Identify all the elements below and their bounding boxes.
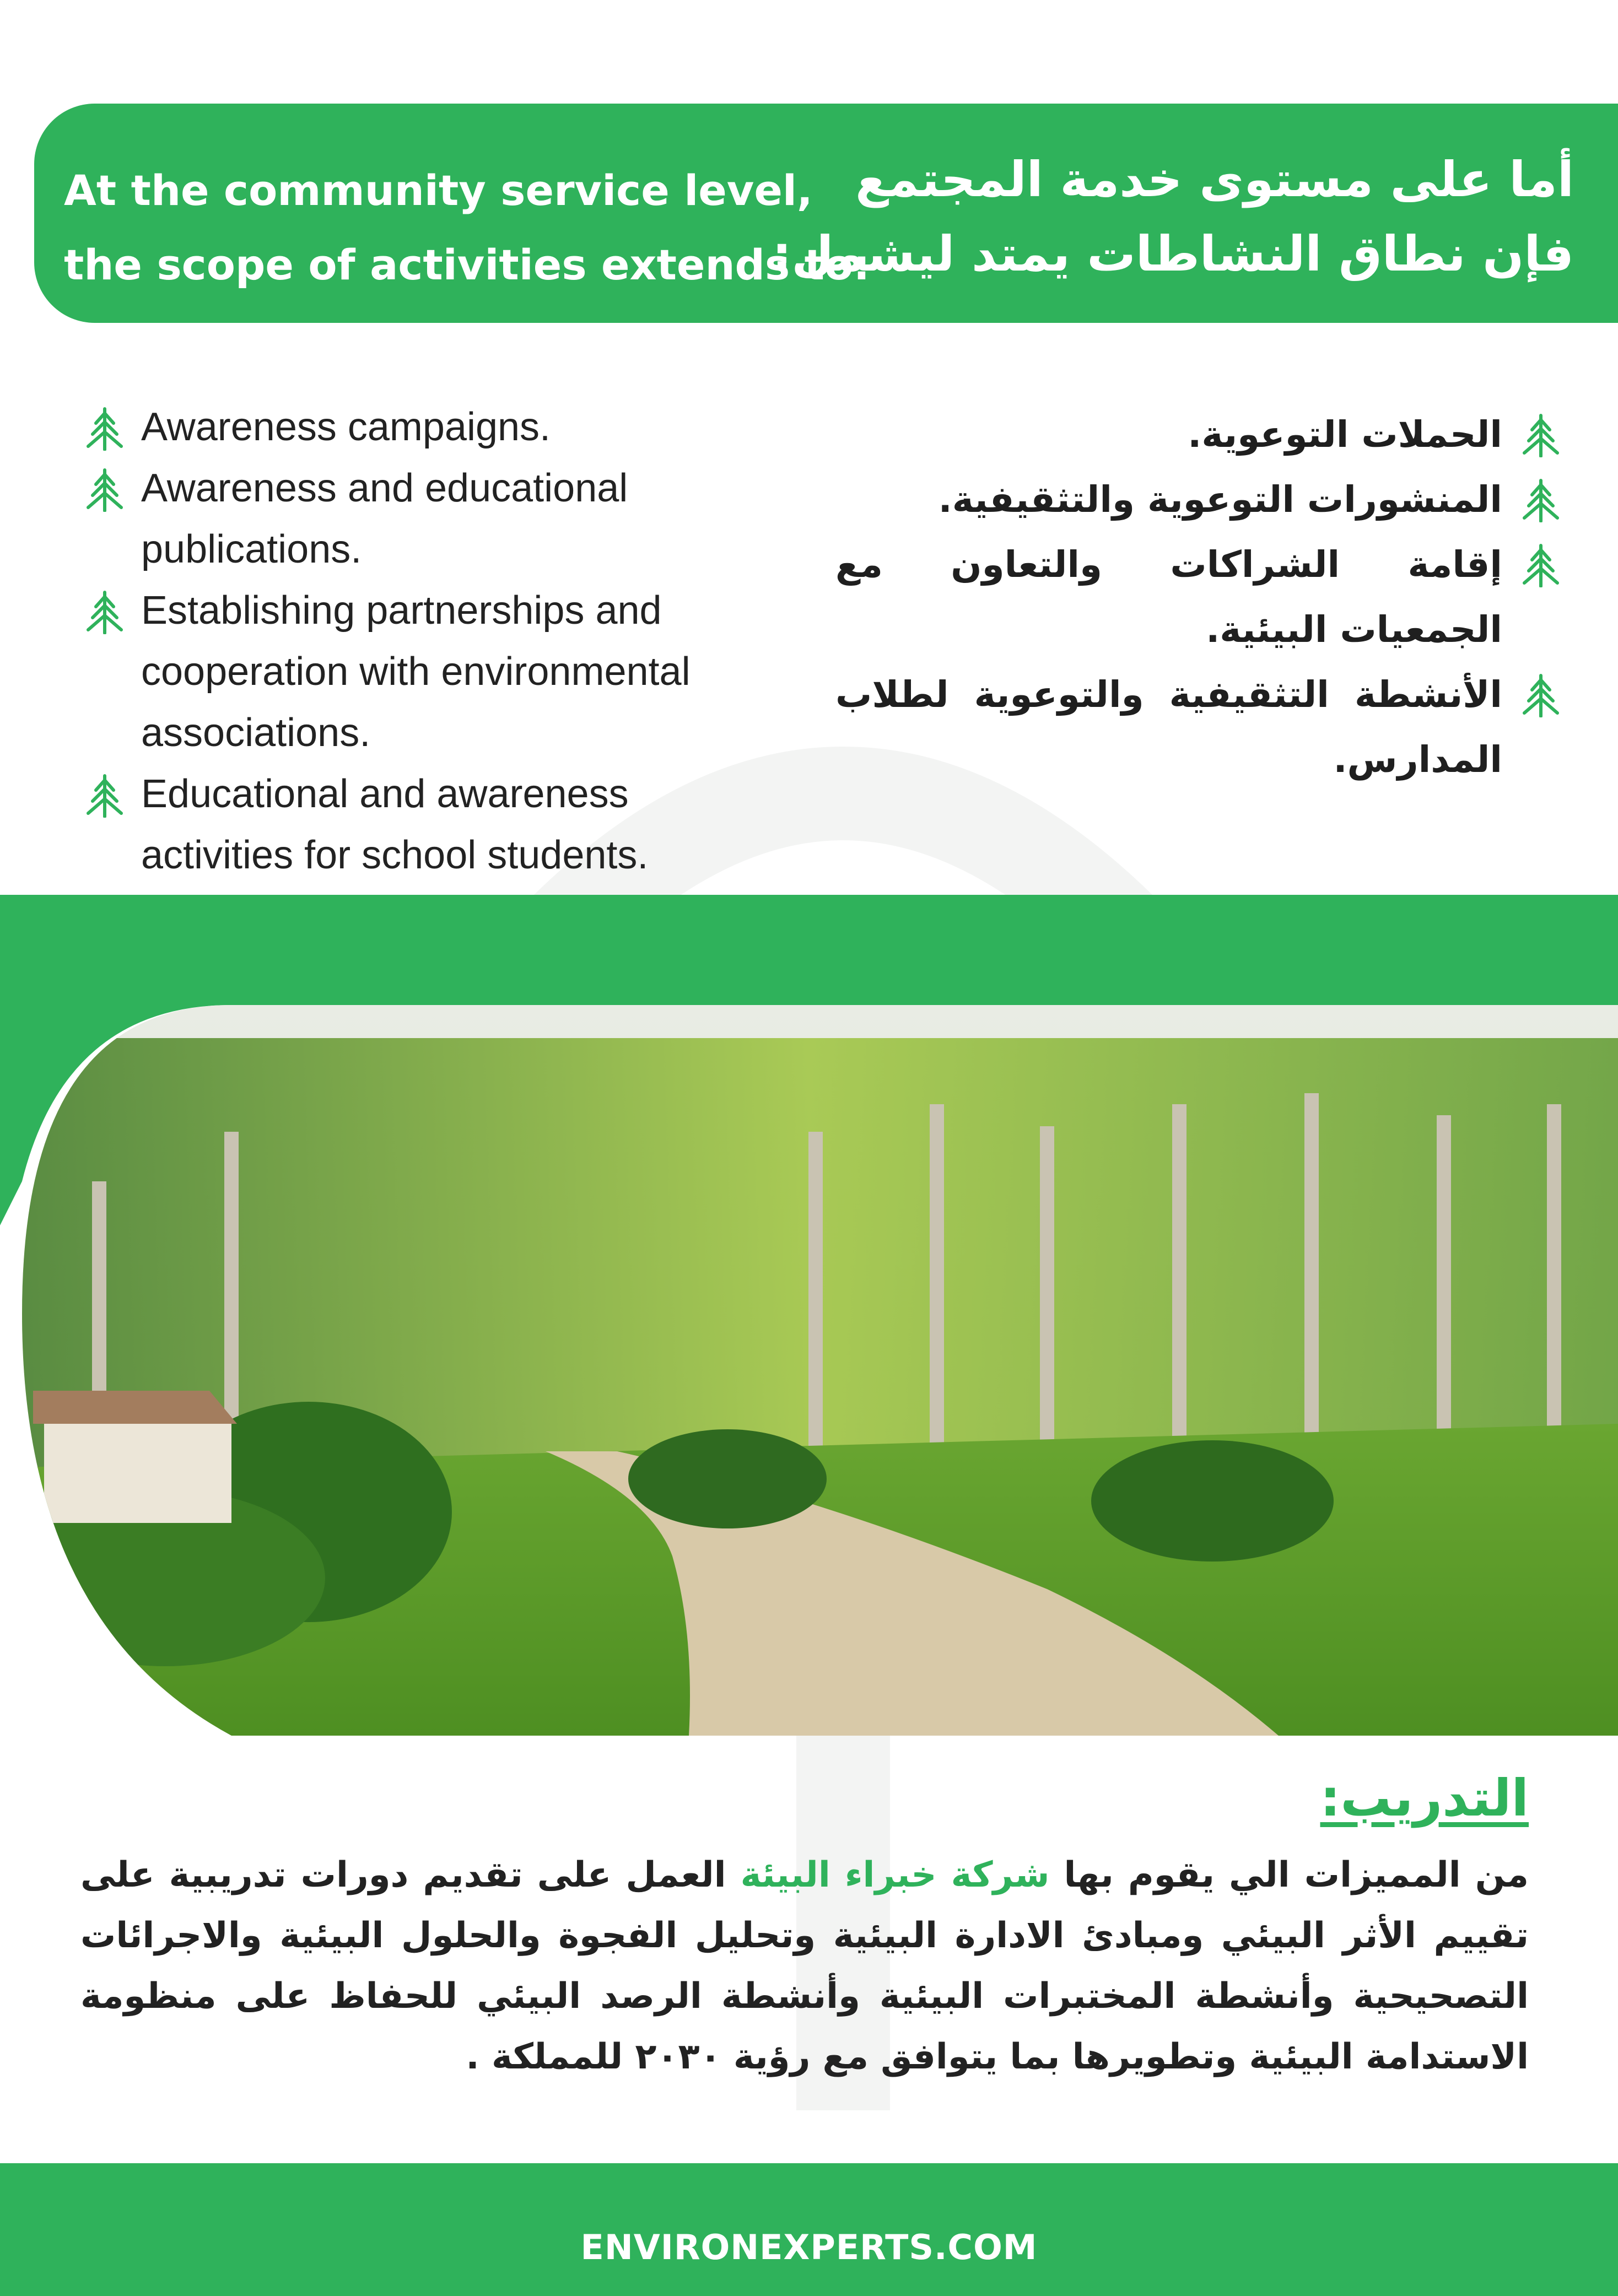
list-item: المنشورات التوعوية والتثقيفية.: [835, 467, 1563, 532]
tree-icon: [83, 774, 127, 818]
tree-icon: [83, 407, 127, 451]
list-item: إقامة الشراكات والتعاون مع الجمعيات البيئية.: [835, 532, 1563, 662]
tree-icon: [1519, 543, 1563, 587]
list-item: الحملات التوعوية.: [835, 402, 1563, 467]
list-item: Establishing partnerships and cooperation with environmental associations.: [83, 580, 777, 764]
header-title-en: At the community service level, the scope of activities extends to:: [64, 166, 870, 289]
list-item: Awareness and educational publications.: [83, 458, 777, 580]
tree-icon: [1519, 478, 1563, 522]
tree-icon: [1519, 413, 1563, 457]
tree-icon: [83, 468, 127, 512]
tree-icon: [83, 590, 127, 634]
company-name-highlight: شركة خبراء البيئة: [740, 1855, 1050, 1895]
activities-list-en: [83, 397, 777, 886]
tree-icon: [1519, 673, 1563, 717]
park-photo: [0, 895, 1618, 1736]
list-item: الأنشطة التثقيفية والتوعوية لطلاب المدارس.: [835, 662, 1563, 792]
training-title: التدريب:: [1320, 1769, 1529, 1828]
list-item: Educational and awareness activities for school students.: [83, 764, 777, 886]
list-item: Awareness campaigns.: [83, 397, 777, 458]
website-link[interactable]: ENVIRONEXPERTS.COM: [580, 2227, 1038, 2267]
header-title-ar: أما على مستوى خدمة المجتمع فإن نطاق النشاطات يمتد ليشمل:: [772, 151, 1574, 282]
training-paragraph: من المميزات الي يقوم بها شركة خبراء البيئة العمل على تقديم دورات تدريبية على تقييم الأثر البيئي ومبادئ الادارة البيئية وتحليل الفجوة والحلول البيئية والاجرائات التصحيحية وأنشطة المختبرات البيئية وأنشطة الرصد البيئي للحفاظ على منظومة الاستدامة البيئية وتطويرها بما يتوافق مع رؤية ٢٠٣٠ للمملكة .: [80, 1855, 1529, 2077]
activities-list-ar: [835, 402, 1563, 792]
